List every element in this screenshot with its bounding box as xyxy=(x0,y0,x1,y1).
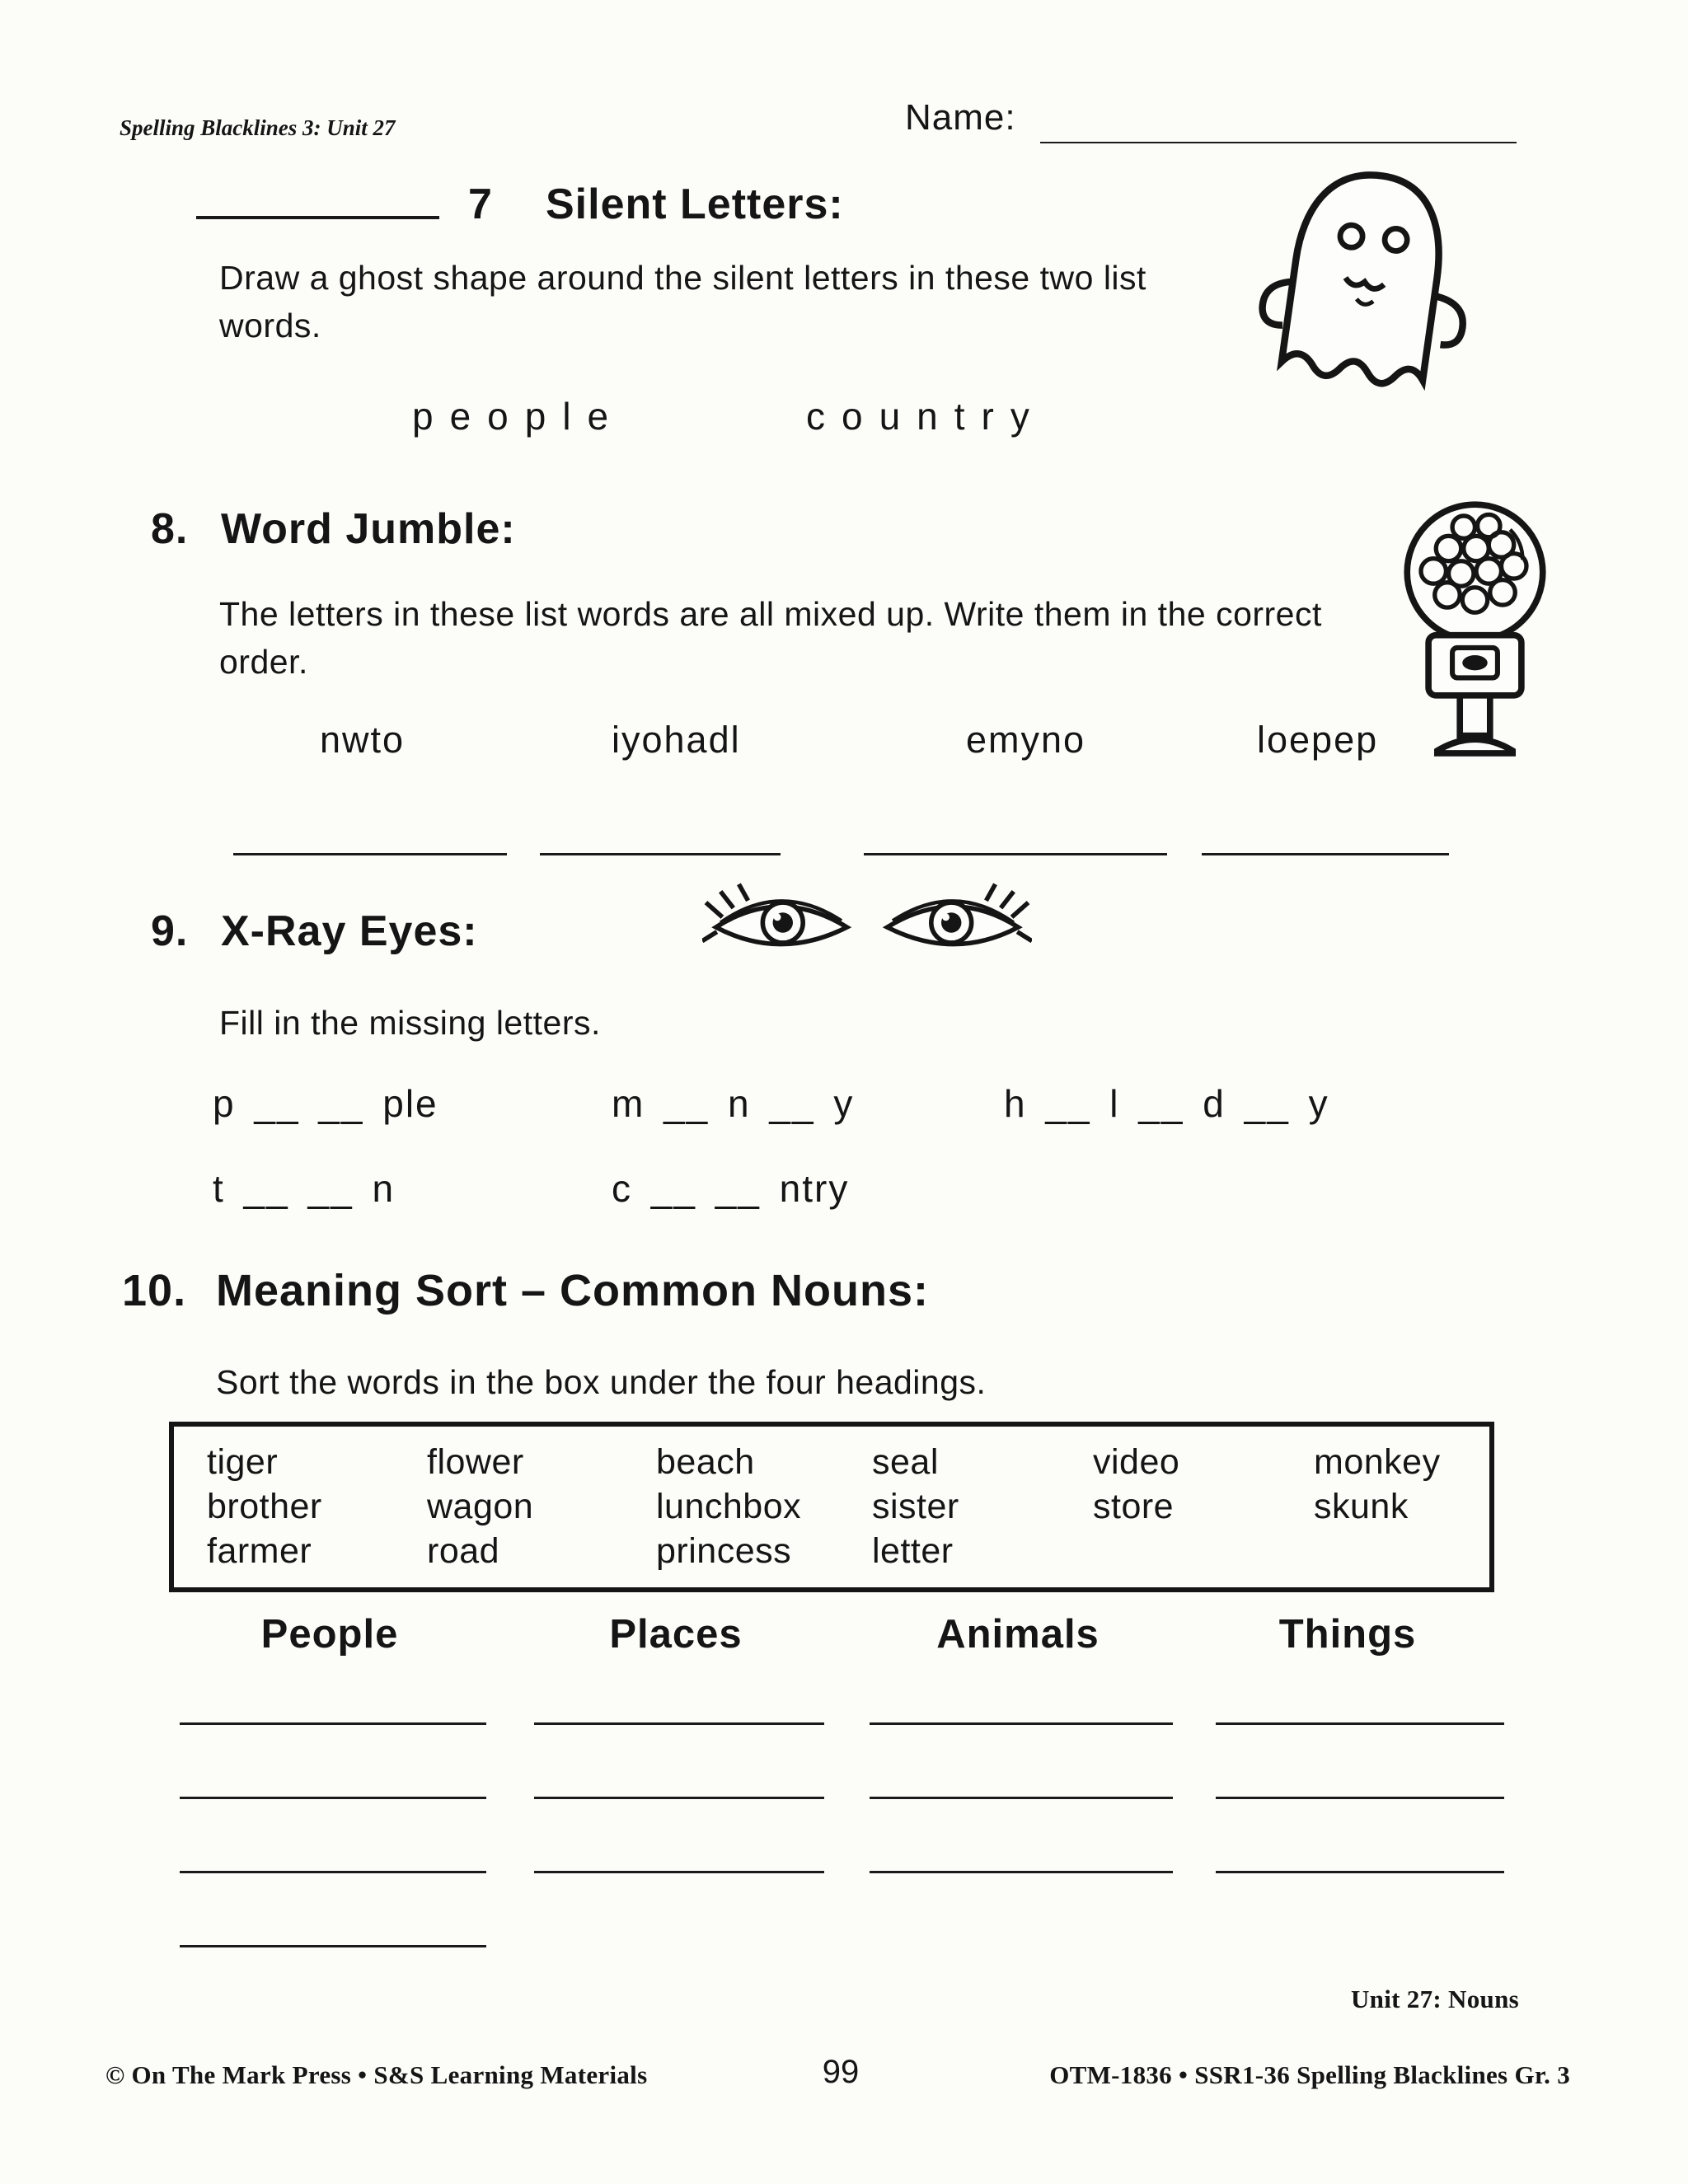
fill-word-town: t __ __ n xyxy=(213,1167,396,1210)
word-box-word: wagon xyxy=(427,1487,534,1527)
section10-number: 10. xyxy=(122,1266,187,1315)
section10-instructions: Sort the words in the box under the four headings. xyxy=(216,1363,987,1401)
section9-instructions: Fill in the missing letters. xyxy=(219,1004,601,1042)
jumbled-word-1: nwto xyxy=(320,719,406,761)
sort-answer-line xyxy=(1216,1722,1504,1725)
footer-edition: OTM-1836 • SSR1-36 Spelling Blacklines Gr. 3 xyxy=(1049,2060,1570,2089)
unit-label: Unit 27: Nouns xyxy=(1350,1985,1519,2013)
ghost-illustration-icon xyxy=(1226,152,1507,424)
jumbled-word-3: emyno xyxy=(966,719,1086,761)
sort-answer-line xyxy=(534,1722,824,1725)
section8-number: 8. xyxy=(151,505,189,553)
word-box-word: road xyxy=(427,1531,500,1572)
word-box-word: beach xyxy=(656,1442,755,1482)
word-box xyxy=(169,1422,1494,1592)
section7-blank-line xyxy=(196,216,439,219)
sort-answer-line xyxy=(180,1871,486,1873)
word-box-word: tiger xyxy=(207,1442,279,1482)
sort-answer-line xyxy=(1216,1871,1504,1873)
jumble-answer-line-3 xyxy=(864,853,1167,855)
sort-heading-animals: Animals xyxy=(936,1612,1100,1657)
sort-answer-line xyxy=(1216,1797,1504,1799)
section7-number: 7 xyxy=(468,180,493,228)
word-box-word: store xyxy=(1093,1487,1175,1527)
sort-answer-line xyxy=(534,1871,824,1873)
sort-answer-line xyxy=(180,1797,486,1799)
word-box-word: flower xyxy=(427,1442,524,1482)
section10-title: Meaning Sort – Common Nouns: xyxy=(216,1266,929,1315)
section9-number: 9. xyxy=(151,907,189,955)
word-box-word xyxy=(1314,1529,1489,1573)
word-box-word xyxy=(1093,1529,1314,1573)
word-box-word: skunk xyxy=(1314,1487,1409,1527)
fill-word-people: p __ __ ple xyxy=(213,1082,438,1125)
fill-word-holiday: h __ l __ d __ y xyxy=(1004,1082,1329,1125)
jumbled-word-2: iyohadl xyxy=(612,719,741,761)
booklet-title: Spelling Blacklines 3: Unit 27 xyxy=(120,115,396,140)
fill-word-country: c __ __ ntry xyxy=(612,1167,850,1210)
section8-title: Word Jumble: xyxy=(221,505,516,553)
sort-answer-line xyxy=(180,1722,486,1725)
silent-letter-word-country: country xyxy=(806,395,1046,438)
page-number: 99 xyxy=(822,2054,860,2090)
name-label: Name: xyxy=(905,97,1016,138)
sort-heading-people: People xyxy=(260,1612,399,1657)
sort-answer-line xyxy=(870,1871,1173,1873)
gumball-machine-icon xyxy=(1386,494,1564,758)
word-box-word: princess xyxy=(656,1531,792,1572)
sort-answer-line xyxy=(870,1722,1173,1725)
word-box-word: video xyxy=(1093,1442,1180,1482)
word-box-word: farmer xyxy=(207,1531,312,1572)
sort-answer-line xyxy=(534,1797,824,1799)
word-box-word: lunchbox xyxy=(656,1487,802,1527)
word-box-word: seal xyxy=(872,1442,939,1482)
word-box-word: brother xyxy=(207,1487,322,1527)
sort-answer-line xyxy=(180,1945,486,1947)
section7-instructions: Draw a ghost shape around the silent letters in these two list words. xyxy=(219,259,1146,345)
jumble-answer-line-4 xyxy=(1202,853,1449,855)
section9-title: X-Ray Eyes: xyxy=(221,907,478,955)
jumble-answer-line-1 xyxy=(233,853,507,855)
jumble-answer-line-2 xyxy=(540,853,781,855)
section8-instructions: The letters in these list words are all mixed up. Write them in the correct order. xyxy=(219,595,1322,682)
word-box-word: sister xyxy=(872,1487,959,1527)
sort-heading-places: Places xyxy=(609,1612,743,1657)
silent-letter-word-people: people xyxy=(412,395,626,438)
footer-copyright: © On The Mark Press • S&S Learning Materials xyxy=(106,2060,648,2089)
sort-heading-things: Things xyxy=(1278,1612,1417,1657)
section7-title: Silent Letters: xyxy=(546,180,844,228)
word-box-word: letter xyxy=(872,1531,954,1572)
fill-word-money: m __ n __ y xyxy=(612,1082,855,1125)
x-ray-eyes-icon xyxy=(702,875,1032,970)
sort-answer-line xyxy=(870,1797,1173,1799)
jumbled-word-4: loepep xyxy=(1257,719,1379,761)
word-box-word: monkey xyxy=(1314,1442,1441,1482)
